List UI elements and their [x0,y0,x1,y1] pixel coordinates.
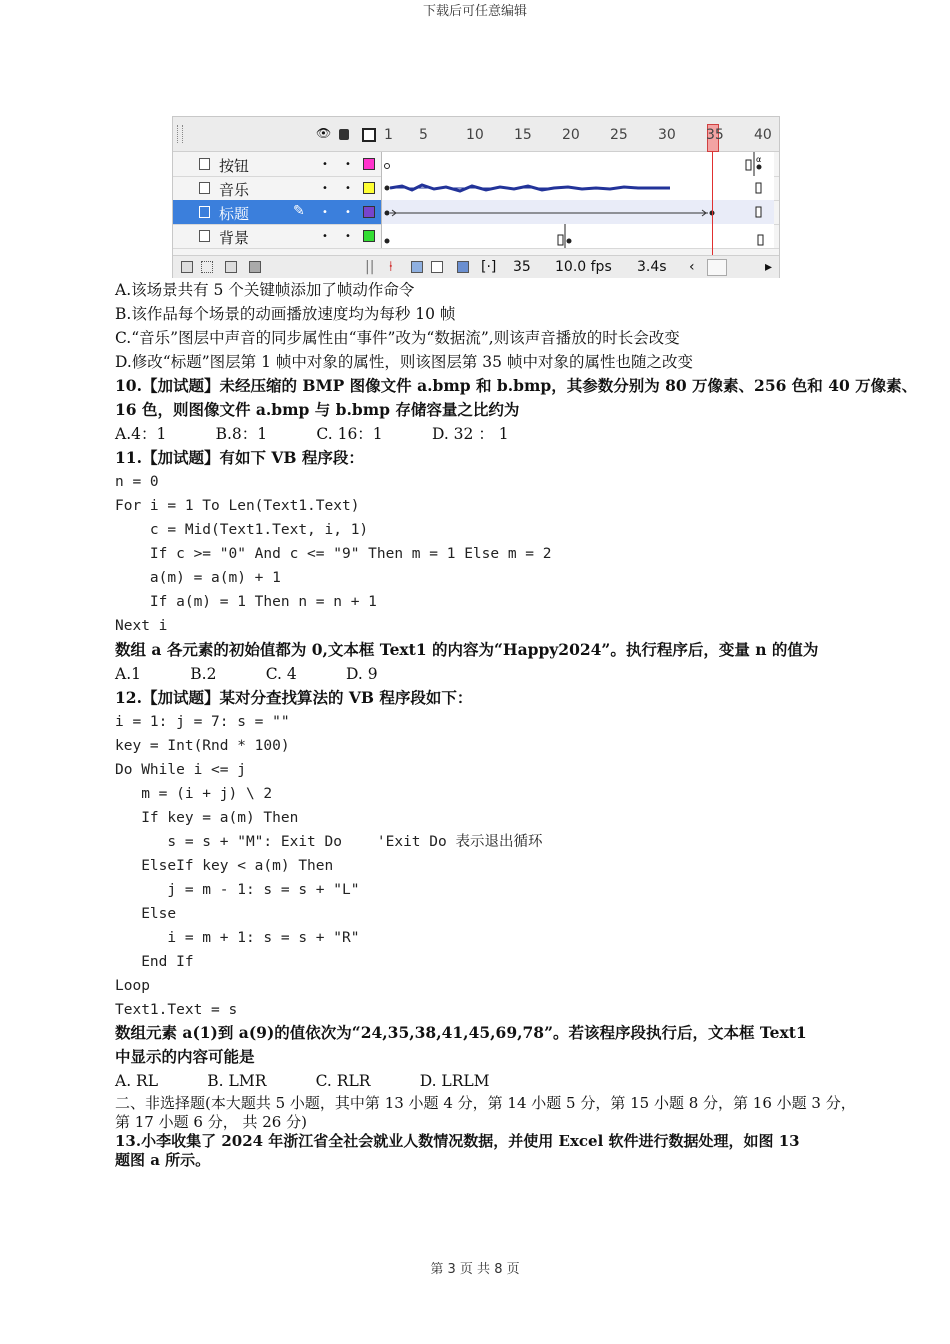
code-line: j = m - 1: s = s + "L" [115,882,360,898]
layer-icon [199,230,210,242]
code-line: c = Mid(Text1.Text, i, 1) [115,522,369,538]
frame-tick: 25 [610,127,628,143]
outline-icon[interactable] [362,128,376,142]
visibility-toggle[interactable]: • [322,231,328,242]
question-12-prompt: 数组元素 a(1)到 a(9)的值依次为“24,35,38,41,45,69,78”。若该程序段执行后，文本框 Text1 [115,1023,807,1042]
section-two-heading: 二、非选择题(本大题共 5 小题，其中第 13 小题 4 分，第 14 小题 5 分，第 15 小题 8 分，第 16 小题 3 分， [115,1094,856,1112]
layer-frames[interactable] [381,152,774,176]
question-12-prompt-cont: 中显示的内容可能是 [115,1047,255,1066]
lock-toggle[interactable]: • [345,183,351,194]
onion-skin-icon[interactable] [411,261,423,273]
question-11-prompt: 数组 a 各元素的初始值都为 0,文本框 Text1 的内容为“Happy2024”。执行程序后，变量 n 的值为 [115,640,819,659]
frame-tick: 10 [466,127,484,143]
question-12-options: A. RL B. LMR C. RLR D. LRLM [115,1072,490,1090]
layer-icon [199,206,210,218]
timeline-status-bar [173,255,779,278]
motion-guide-icon[interactable] [201,261,213,273]
layer-icon [199,182,210,194]
layer-name: 标题 [219,205,250,223]
playhead-line [712,151,713,255]
layer-color-swatch[interactable] [363,182,375,194]
page-footer: 第 3 页 共 8 页 [430,1262,520,1277]
frame-rate: 10.0 fps [555,259,612,275]
lock-icon[interactable] [339,129,349,140]
code-line: If a(m) = 1 Then n = n + 1 [115,594,377,610]
scroll-right-arrow[interactable]: ▸ [765,259,773,275]
code-line: If key = a(m) Then [115,810,299,826]
frame-tick: 15 [514,127,532,143]
frame-tick: 35 [706,127,724,143]
layer-row-title[interactable] [173,200,779,225]
code-line: Loop [115,978,150,994]
visibility-toggle[interactable]: • [322,183,328,194]
svg-text:α: α [756,155,762,164]
question-10-options: A.4：1 B.8：1 C. 16：1 D. 32 ： 1 [115,425,509,443]
layer-row-button[interactable] [173,152,779,177]
option-c: C.“音乐”图层中声音的同步属性由“事件”改为“数据流”,则该声音播放的时长会改变 [115,329,680,347]
layer-row-background[interactable] [173,224,779,249]
code-line: i = 1: j = 7: s = "" [115,714,290,730]
layer-name: 按钮 [219,157,250,175]
option-d: D.修改“标题”图层第 1 帧中对象的属性，则该图层第 35 帧中对象的属性也随之改变 [115,353,693,371]
code-line: a(m) = a(m) + 1 [115,570,281,586]
eye-icon[interactable]: 👁 [316,126,332,140]
timeline-panel [172,116,780,278]
onion-outline-icon[interactable] [431,261,443,273]
frame-tick: 40 [754,127,772,143]
current-frame: 35 [513,259,531,275]
layer-frames[interactable] [381,176,774,200]
layer-name: 背景 [219,229,250,247]
question-12-stem: 12.【加试题】某对分查找算法的 VB 程序段如下： [115,688,473,707]
timeline-ruler [173,117,779,152]
layer-frames[interactable] [381,200,774,224]
question-10-stem-cont: 16 色，则图像文件 a.bmp 与 b.bmp 存储容量之比约为 [115,400,520,419]
lock-toggle[interactable]: • [345,159,351,170]
visibility-toggle[interactable]: • [322,159,328,170]
question-10-stem: 10.【加试题】未经压缩的 BMP 图像文件 a.bmp 和 b.bmp，其参数分别为 80 万像素、256 色和 40 万像素、 [115,376,918,395]
page-header: 下载后可任意编辑 [422,4,527,19]
onion-markers-icon[interactable]: [·] [481,259,497,275]
code-line: For i = 1 To Len(Text1.Text) [115,498,360,514]
layer-color-swatch[interactable] [363,206,375,218]
layer-frames[interactable] [381,224,774,248]
question-11-stem: 11.【加试题】有如下 VB 程序段： [115,448,364,467]
code-line: Next i [115,618,168,634]
code-line: key = Int(Rnd * 100) [115,738,290,754]
code-line: Text1.Text = s [115,1002,238,1018]
question-13-stem-cont: 题图 a 所示。 [115,1151,211,1169]
horizontal-scroll-thumb[interactable] [707,259,727,276]
layer-name: 音乐 [219,181,250,199]
layer-color-swatch[interactable] [363,230,375,242]
panel-grip[interactable] [177,125,183,143]
lock-toggle[interactable]: • [345,231,351,242]
code-line: End If [115,954,194,970]
code-line: If c >= "0" And c <= "9" Then m = 1 Else m = 2 [115,546,552,562]
pencil-icon: ✎ [293,203,305,219]
frame-tick: 1 [384,127,393,143]
scroll-left-arrow[interactable]: ‹ [689,259,695,275]
layer-row-music[interactable] [173,176,779,201]
layer-color-swatch[interactable] [363,158,375,170]
frame-tick: 30 [658,127,676,143]
trash-icon[interactable] [249,261,261,273]
frame-tick: 5 [419,127,428,143]
center-frame-icon[interactable]: ⍿ [389,259,393,275]
divider: || [365,259,375,275]
code-line: n = 0 [115,474,159,490]
code-line: m = (i + j) \ 2 [115,786,273,802]
section-two-heading-cont: 第 17 小题 6 分， 共 26 分) [115,1113,307,1131]
new-layer-icon[interactable] [181,261,193,273]
code-line: i = m + 1: s = s + "R" [115,930,360,946]
lock-toggle[interactable]: • [345,207,351,218]
code-line: ElseIf key < a(m) Then [115,858,334,874]
visibility-toggle[interactable]: • [322,207,328,218]
question-13-stem: 13.小李收集了 2024 年浙江省全社会就业人数情况数据，并使用 Excel 软件进行数据处理，如图 13 [115,1132,800,1150]
frame-tick: 20 [562,127,580,143]
layer-icon [199,158,210,170]
option-b: B.该作品每个场景的动画播放速度均为每秒 10 帧 [115,305,456,323]
option-a: A.该场景共有 5 个关键帧添加了帧动作命令 [115,281,415,299]
code-line: s = s + "M": Exit Do 'Exit Do 表示退出循环 [115,834,543,850]
code-line: Do While i <= j [115,762,246,778]
question-11-options: A.1 B.2 C. 4 D. 9 [115,665,378,683]
elapsed-time: 3.4s [637,259,667,275]
new-folder-icon[interactable] [225,261,237,273]
edit-multiple-icon[interactable] [457,261,469,273]
code-line: Else [115,906,177,922]
